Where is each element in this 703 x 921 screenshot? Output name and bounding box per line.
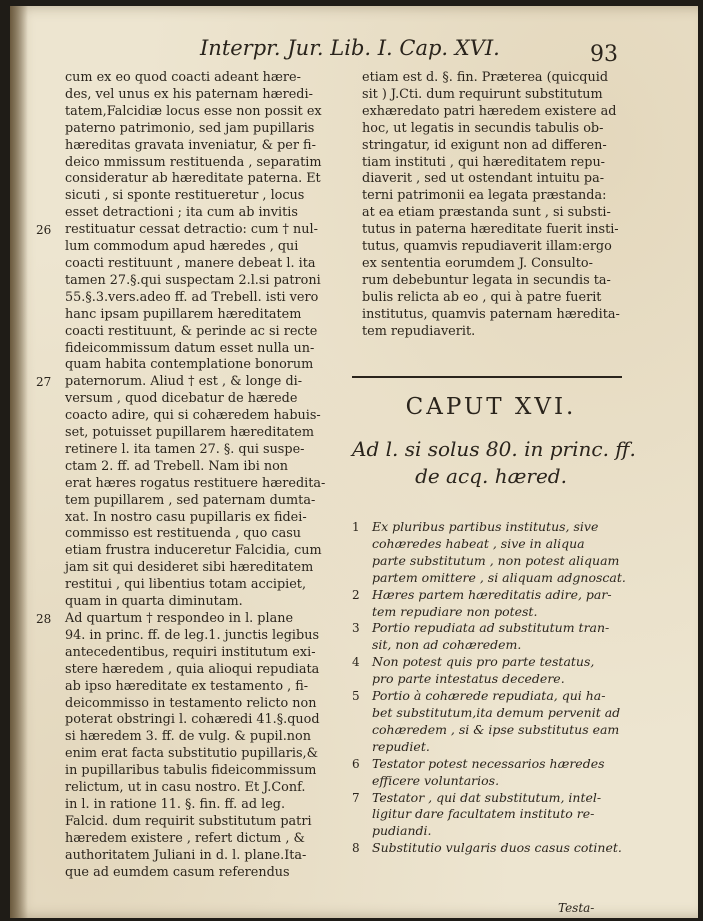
summary-line: Ex pluribus partibus institutus, sive bbox=[372, 519, 599, 534]
summary-item bbox=[352, 519, 626, 587]
summary-line: repudiet. bbox=[372, 738, 430, 754]
text-line: tiam instituti , qui hæreditatem repu- bbox=[362, 154, 606, 170]
summary-line: Portio repudiata ad substitutum tran- bbox=[372, 620, 610, 636]
text-line: institutus, quamvis paternam hæredita- bbox=[362, 306, 620, 322]
summary-number: 1 bbox=[352, 520, 360, 534]
summary-line: partem omittere , si aliquam adgnoscat. bbox=[372, 569, 626, 585]
summary-number: 7 bbox=[352, 790, 360, 805]
summary-line: efficere voluntarios. bbox=[372, 772, 500, 788]
text-line: deicommisso in testamento relicto non bbox=[65, 695, 317, 711]
summary-number: 8 bbox=[352, 841, 360, 856]
text-line: cum ex eo quod coacti adeant hære- bbox=[65, 70, 301, 85]
summary-item bbox=[352, 688, 622, 756]
text-line: deico mmissum restituenda , separatim bbox=[65, 154, 322, 170]
text-line: diaverit , sed ut ostendant intuitu pa- bbox=[362, 171, 605, 187]
text-line: lum commodum apud hæredes , qui bbox=[65, 239, 299, 255]
text-line: sicuti , si sponte restitueretur , locus bbox=[65, 188, 305, 204]
summary-line: Portio à cohærede repudiata, qui ha- bbox=[372, 688, 606, 704]
text-line: tem pupillarem , sed paternam dumta- bbox=[65, 492, 316, 508]
chapter-summary bbox=[352, 519, 626, 857]
text-line: stere hæredem , quia alioqui repudiata bbox=[65, 661, 320, 677]
text-line: hoc, ut legatis in secundis tabulis ob- bbox=[362, 120, 604, 136]
text-line: in l. in ratione 11. §. fin. ff. ad leg. bbox=[65, 796, 286, 812]
summary-item bbox=[352, 790, 622, 841]
page-number: 93 bbox=[590, 42, 618, 67]
text-line: retinere l. ita tamen 27. §. qui suspe- bbox=[65, 441, 305, 457]
text-line: quam habita contemplatione bonorum bbox=[65, 357, 314, 373]
text-line: tem repudiaverit. bbox=[362, 323, 476, 339]
text-line: coacti restituunt , manere debeat l. ita bbox=[65, 255, 316, 271]
text-line: 55.§.3.vers.adeo ff. ad Trebell. isti vero bbox=[65, 289, 319, 305]
text-line: 94. in princ. ff. de leg.1. junctis legibus bbox=[65, 627, 320, 643]
text-line: tamen 27.§.qui suspectam 2.l.si patroni bbox=[65, 272, 321, 288]
text-line: fideicommissum datum esset nulla un- bbox=[65, 340, 315, 356]
summary-line: Testator potest necessarios hæredes bbox=[372, 755, 605, 771]
summary-number: 6 bbox=[352, 756, 360, 771]
summary-number: 4 bbox=[352, 655, 360, 670]
text-line: terni patrimonii ea legata præstanda: bbox=[362, 188, 607, 204]
text-line: restitui , qui libentius totam accipiet, bbox=[65, 577, 307, 593]
text-line: que ad eumdem casum referendus bbox=[65, 864, 290, 880]
text-line: des, vel unus ex his paternam hæredi- bbox=[65, 86, 313, 102]
text-line: 27 paternorum. Aliud † est , & longe di- bbox=[36, 374, 303, 390]
text-line: xat. In nostro casu pupillaris ex fidei- bbox=[65, 509, 307, 525]
chapter-subtitle-line: de acq. hæred. bbox=[415, 464, 567, 488]
summary-line: Hæres partem hæreditatis adire, par- bbox=[372, 586, 612, 602]
text-line: stringatur, id exigunt non ad differen- bbox=[362, 137, 607, 153]
text-line: esset detractioni ; ita cum ab invitis bbox=[65, 205, 298, 221]
chapter-divider-rule bbox=[352, 376, 622, 378]
running-title: Interpr. Jur. Lib. I. Cap. XVI. bbox=[200, 36, 500, 60]
text-line: etiam frustra induceretur Falcidia, cum bbox=[65, 543, 322, 559]
marginal-number: 28 bbox=[36, 612, 52, 626]
summary-number: 3 bbox=[352, 621, 360, 636]
text-line: hæreditas gravata inveniatur, & per fi- bbox=[65, 137, 316, 153]
text-line: antecedentibus, requiri institutum exi- bbox=[65, 644, 316, 660]
text-line: coacti restituunt, & perinde ac si recte bbox=[65, 323, 318, 339]
text-line: tutus, quamvis repudiaverit illam:ergo bbox=[362, 239, 612, 255]
marginal-number: 27 bbox=[36, 375, 52, 390]
summary-item bbox=[352, 840, 622, 857]
summary-line: parte substitutum , non potest aliquam bbox=[372, 552, 620, 568]
text-line: paterno patrimonio, sed jam pupillaris bbox=[65, 120, 315, 136]
summary-line: tem repudiare non potest. bbox=[372, 603, 538, 619]
chapter-subtitle bbox=[352, 436, 636, 490]
text-line: Falcid. dum requirit substitutum patri bbox=[65, 813, 312, 829]
summary-line: bet substitutum,ita demum pervenit ad bbox=[372, 704, 621, 720]
text-line: coacto adire, qui si cohæredem habuis- bbox=[65, 408, 321, 424]
text-line: enim erat facta substitutio pupillaris,& bbox=[65, 746, 318, 762]
text-line: tatem,Falcidiæ locus esse non possit ex bbox=[65, 103, 322, 119]
text-line: in pupillaribus tabulis fideicommissum bbox=[65, 763, 317, 779]
left-column bbox=[36, 70, 347, 882]
summary-line: cohæredem , si & ipse substitutus eam bbox=[372, 721, 620, 737]
text-line: consideratur ab hæreditate paterna. Et bbox=[65, 171, 321, 187]
text-line: bulis relicta ab eo , qui à patre fuerit bbox=[362, 289, 602, 305]
text-line: tutus in paterna hæreditate fuerit insti- bbox=[362, 222, 619, 238]
text-line: ctam 2. ff. ad Trebell. Nam ibi non bbox=[65, 458, 289, 474]
text-line: at ea etiam præstanda sunt , si substi- bbox=[362, 205, 611, 221]
text-line: 28 Ad quartum † respondeo in l. plane bbox=[36, 611, 294, 626]
marginal-number: 26 bbox=[36, 223, 52, 238]
text-line: hanc ipsam pupillarem hæreditatem bbox=[65, 306, 302, 322]
text-line: versum , quod dicebatur de hærede bbox=[65, 391, 298, 407]
text-line: si hæredem 3. ff. de vulg. & pupil.non bbox=[65, 729, 311, 745]
text-line: ab ipso hæreditate ex testamento , fi- bbox=[65, 678, 309, 694]
summary-line: Non potest quis pro parte testatus, bbox=[372, 654, 595, 670]
summary-line: sit, non ad cohæredem. bbox=[372, 637, 522, 653]
text-line: ex sententia eorumdem J. Consulto- bbox=[362, 255, 593, 271]
summary-item bbox=[352, 620, 622, 654]
text-line: jam sit qui desideret sibi hæreditatem bbox=[65, 560, 314, 576]
summary-item bbox=[352, 654, 622, 688]
right-column bbox=[362, 70, 620, 341]
summary-line: pudiandi. bbox=[372, 823, 432, 839]
text-line: relictum, ut in casu nostro. Et J.Conf. bbox=[65, 780, 306, 796]
text-line: poterat obstringi l. cohæredi 41.§.quod bbox=[65, 712, 320, 728]
book-page bbox=[10, 6, 698, 918]
text-line: commisso est restituenda , quo casu bbox=[65, 526, 302, 542]
chapter-title: CAPUT XVI. bbox=[405, 394, 577, 420]
summary-line: ligitur dare facultatem instituto re- bbox=[372, 806, 595, 822]
text-line: quam in quarta diminutam. bbox=[65, 594, 243, 610]
text-line: 26 restituatur cessat detractio: cum † nul- bbox=[36, 222, 318, 238]
summary-number: 2 bbox=[352, 587, 360, 602]
text-line: etiam est d. §. fin. Præterea (quicquid bbox=[362, 70, 609, 85]
summary-line: pro parte intestatus decedere. bbox=[372, 671, 565, 687]
chapter-subtitle-line: Ad l. si solus 80. in princ. ff. bbox=[352, 437, 636, 461]
summary-item bbox=[352, 587, 622, 621]
catchword: Testa- bbox=[558, 901, 595, 915]
summary-line: cohæredes habeat , sive in aliqua bbox=[372, 535, 585, 551]
text-line: authoritatem Juliani in d. l. plane.Ita- bbox=[65, 847, 307, 863]
text-line: set, potuisset pupillarem hæreditatem bbox=[65, 425, 315, 441]
summary-line: Testator , qui dat substitutum, intel- bbox=[372, 789, 602, 805]
summary-number: 5 bbox=[352, 689, 360, 704]
book-spine-shadow bbox=[10, 6, 28, 918]
summary-line: Substitutio vulgaris duos casus cotinet. bbox=[372, 840, 622, 856]
text-line: rum debebuntur legata in secundis ta- bbox=[362, 272, 611, 288]
text-line: sit ) J.Cti. dum requirunt substitutum bbox=[362, 86, 603, 102]
summary-item bbox=[352, 756, 622, 790]
text-line: exhæredato patri hæredem existere ad bbox=[362, 103, 617, 119]
text-line: erat hæres rogatus restituere hæredita- bbox=[65, 475, 326, 491]
text-line: hæredem existere , refert dictum , & bbox=[65, 830, 305, 846]
